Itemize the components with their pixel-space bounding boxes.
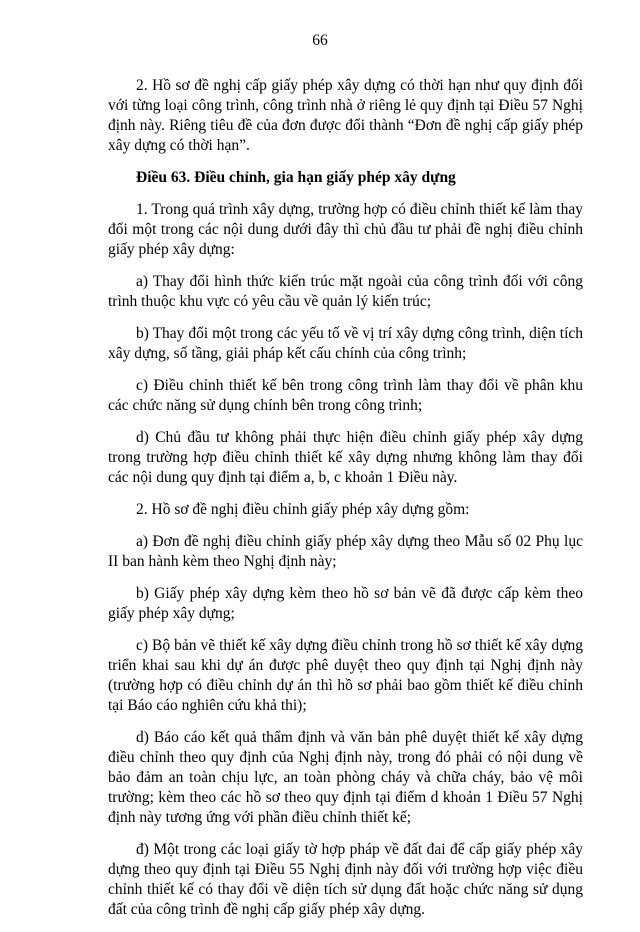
paragraph-clause-2b: b) Giấy phép xây dựng kèm theo hồ sơ bản vẽ đã được cấp kèm theo giấy phép xây dựng; (108, 585, 583, 622)
paragraph-clause-1b: b) Thay đổi một trong các yếu tố về vị trí xây dựng công trình, diện tích xây dựng, số tầng, giải pháp kết cấu chính của công trình; (108, 325, 583, 362)
page-content (108, 76, 583, 932)
paragraph-clause-2dd: đ) Một trong các loại giấy tờ hợp pháp về đất đai để cấp giấy phép xây dựng theo quy định tại Điều 55 Nghị định này đối với trường hợp việc điều chỉnh thiết kế có thay đổi về diện tích sử dụng đất hoặc chức năng sử dụng đất của công trình đề nghị cấp giấy phép xây dựng. (108, 841, 583, 918)
paragraph-clause-2a: a) Đơn đề nghị điều chỉnh giấy phép xây dựng theo Mẫu số 02 Phụ lục II ban hành kèm theo Nghị định này; (108, 533, 583, 570)
paragraph-clause-2c: c) Bộ bản vẽ thiết kế xây dựng điều chỉnh trong hồ sơ thiết kế xây dựng triển khai sau khi dự án được phê duyệt theo quy định tại Nghị định này (trường hợp có điều chỉnh dự án thì hồ sơ phải bao gồm thiết kế điều chỉnh tại Báo cáo nghiên cứu khả thi); (108, 637, 583, 714)
paragraph-clause-1: 1. Trong quá trình xây dựng, trường hợp có điều chỉnh thiết kế làm thay đổi một trong các nội dung dưới đây thì chủ đầu tư phải đề nghị điều chỉnh giấy phép xây dựng: (108, 201, 583, 258)
paragraph-clause-1d: d) Chủ đầu tư không phải thực hiện điều chỉnh giấy phép xây dựng trong trường hợp điều chỉnh thiết kế xây dựng nhưng không làm thay đổi các nội dung quy định tại điểm a, b, c khoản 1 Điều này. (108, 429, 583, 486)
paragraph-clause-2d: d) Báo cáo kết quả thẩm định và văn bản phê duyệt thiết kế xây dựng điều chỉnh theo quy định của Nghị định này, trong đó phải có nội dung về bảo đảm an toàn chịu lực, an toàn phòng cháy và chữa cháy, bảo vệ môi trường; kèm theo các hồ sơ theo quy định tại điểm d khoản 1 Điều 57 Nghị định này tương ứng với phần điều chỉnh thiết kế; (108, 729, 583, 826)
page-number: 66 (312, 32, 328, 49)
intro-paragraph: 2. Hồ sơ đề nghị cấp giấy phép xây dựng có thời hạn như quy định đối với từng loại công trình, công trình nhà ở riêng lẻ quy định tại Điều 57 Nghị định này. Riêng tiêu đề của đơn được đổi thành “Đơn đề nghị cấp giấy phép xây dựng có thời hạn”. (108, 77, 583, 154)
article-heading: Điều 63. Điều chỉnh, gia hạn giấy phép xây dựng (136, 169, 456, 186)
paragraph-clause-2: 2. Hồ sơ đề nghị điều chỉnh giấy phép xây dựng gồm: (136, 501, 470, 518)
paragraph-clause-1a: a) Thay đổi hình thức kiến trúc mặt ngoài của công trình đối với công trình thuộc khu vực có yêu cầu về quản lý kiến trúc; (108, 273, 583, 310)
paragraph-clause-1c: c) Điều chỉnh thiết kế bên trong công trình làm thay đổi về phân khu các chức năng sử dụng chính bên trong công trình; (108, 377, 583, 414)
